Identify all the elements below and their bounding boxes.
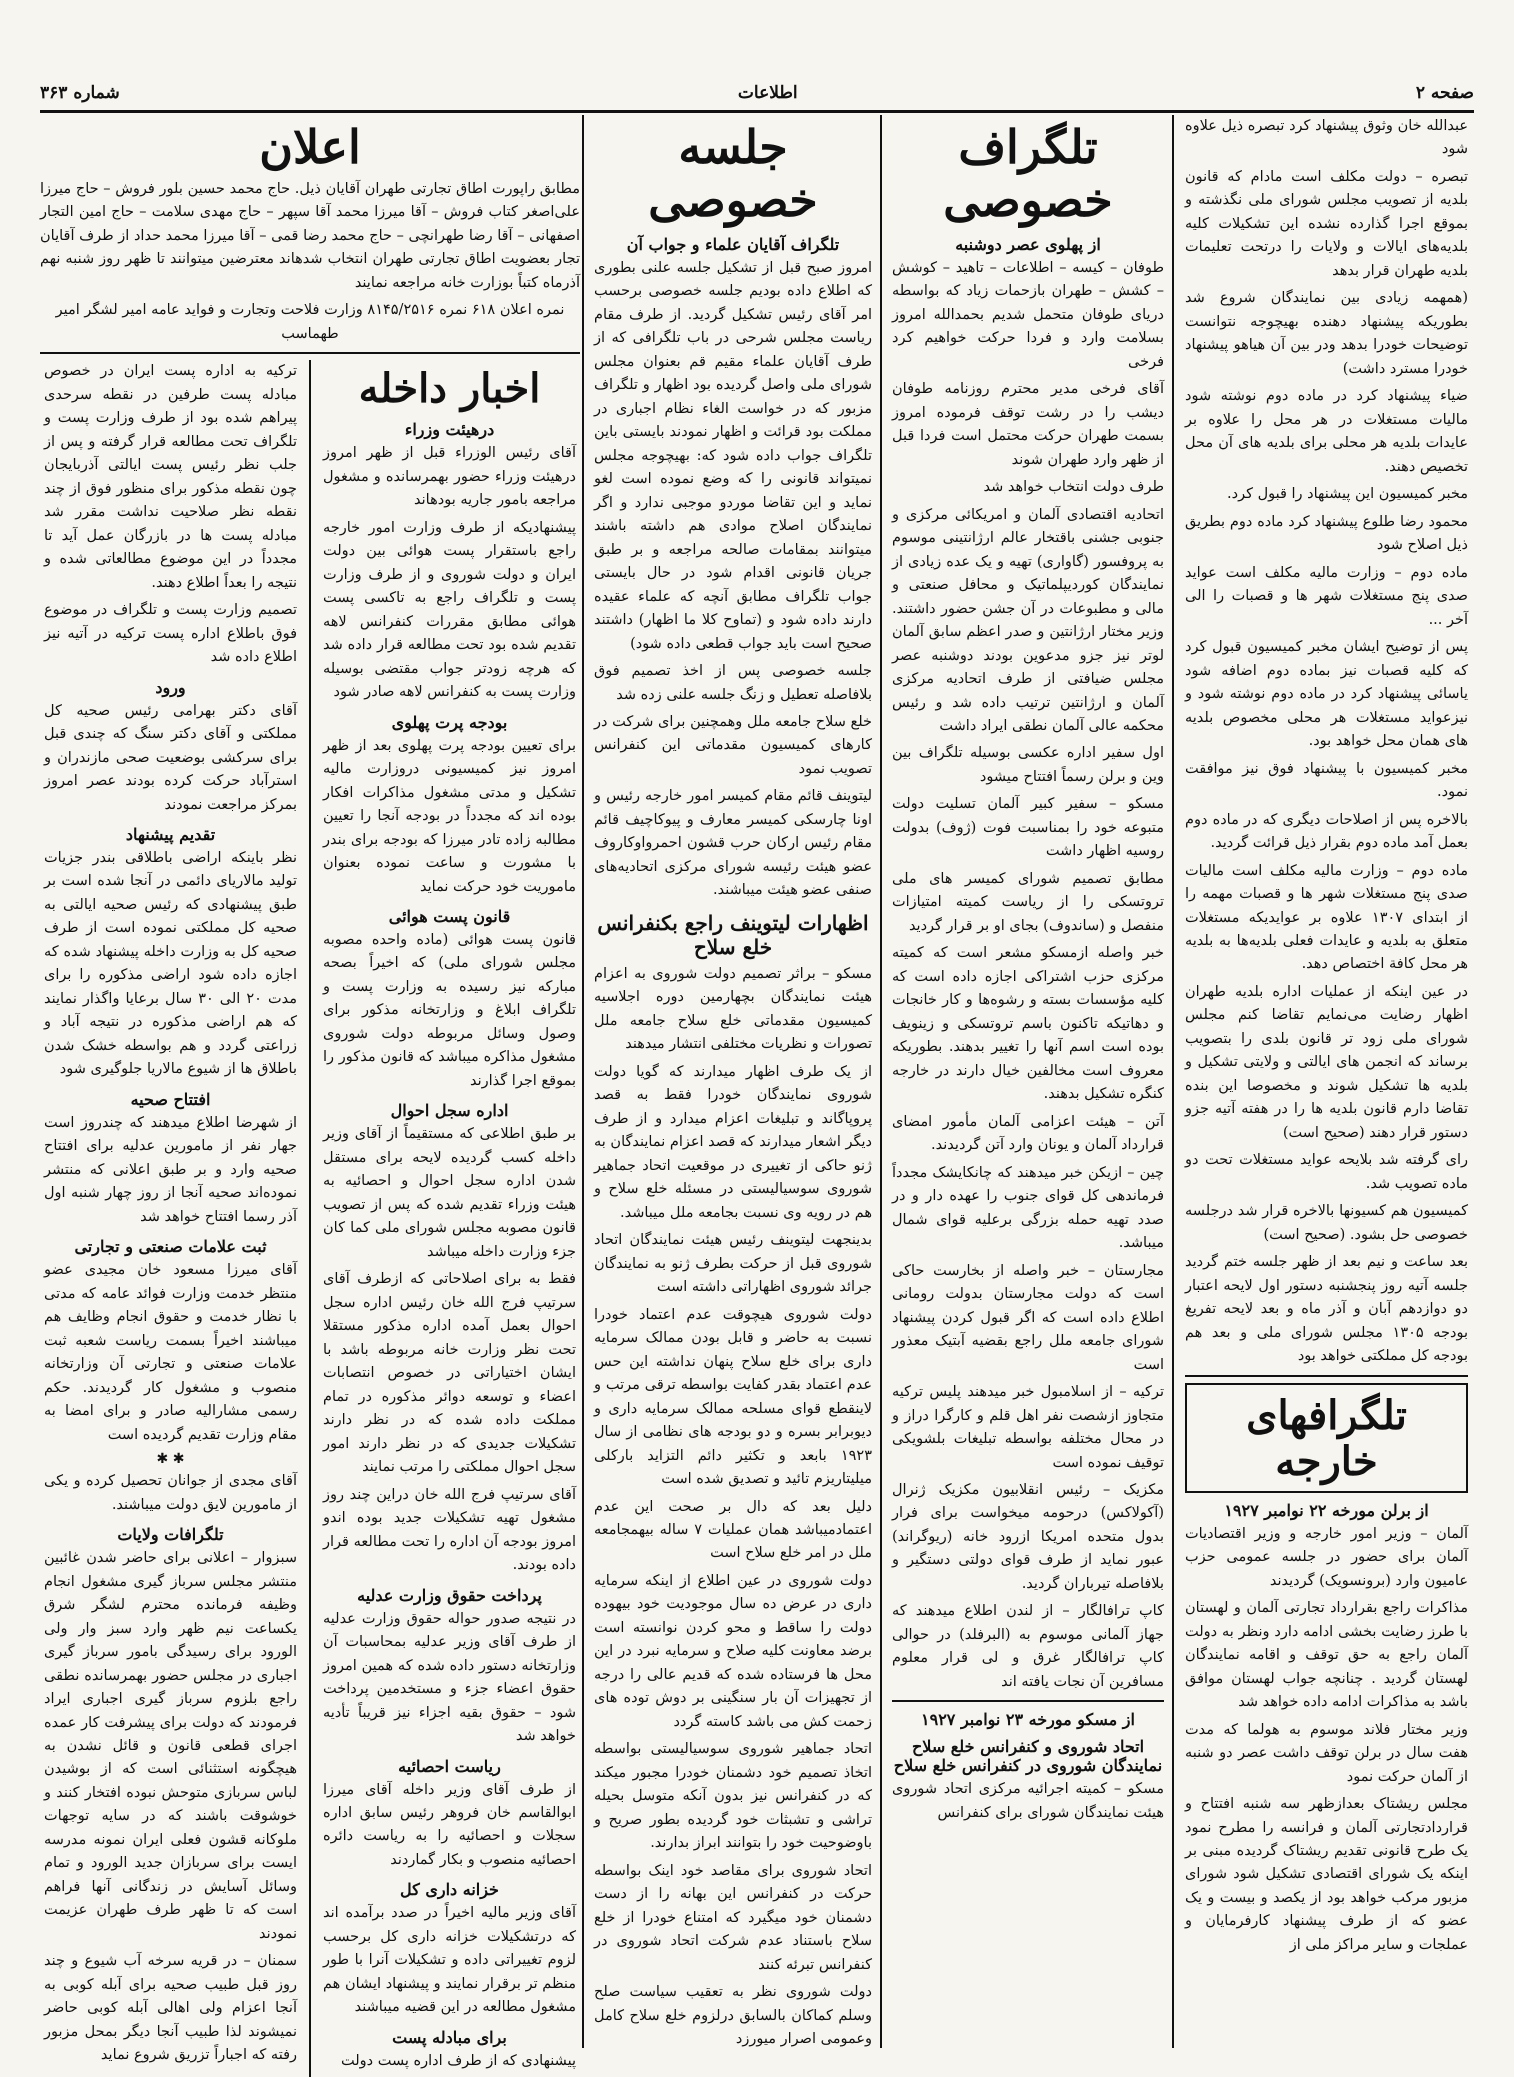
litvinov-paragraph: دولت شوروی هیچوقت عدم اعتماد خودرا نسبت به حاضر و قابل بودن ممالک سرمایه داری برای خلع سلاح پنهان نداشته این حس عدم اعتماد بقدر کفایت بواسطه ترقی مرتب و لاینقطع قوای مسلحه ممالک سرمایه داری و دیوبرابر بسره و دو بودجه های نظامی از سال ۱۹۲۳ بابعد و تکثیر دائم التزاید بارکلی میلیتاریزم تائید و تصدیق شده است <box>594 1306 872 1488</box>
news-paragraph: تصمیم وزارت پست و تلگراف در موضوع فوق باطلاع اداره پست ترکیه در آتیه نیز اطلاع داده شد <box>44 602 297 666</box>
stats-text: از طرف آقای وزیر داخله آقای میرزا ابوالقاسم خان فروهر رئیس سابق اداره سجلات و احصائیه را به ریاست دائره احصائیه منصوب و بکار گماردند <box>323 1781 576 1868</box>
opening-title: افتتاح صحیه <box>130 1089 211 1109</box>
session-paragraph: خلع سلاح جامعه ملل وهمچنین برای شرکت در کارهای کمیسیون مقدماتی این کنفرانس تصویب نمود <box>594 713 872 777</box>
cabinet-paragraph: آقای رئیس الوزراء قبل از ظهر امروز درهیئت وزراء حضور بهمرسانده و مشغول مراجعه بامور جاریه بودهاند <box>323 445 576 509</box>
foreign-telegrams-box <box>1185 1383 1468 1493</box>
treasury-title: خزانه داری کل <box>400 1880 499 1900</box>
ornament: ✱ ✱ <box>156 1451 185 1468</box>
arrival-title: ورود <box>155 677 186 697</box>
foreign-dateline: از برلن مورخه ۲۲ نوامبر ۱۹۲۷ <box>1224 1500 1429 1520</box>
article-paragraph: رای گرفته شد بلایحه عواید مستغلات تحت دو ماده تصویب شد. <box>1185 1152 1468 1192</box>
session-subtitle: تلگراف آقایان علماء و جواب آن <box>626 234 840 254</box>
cabinet-paragraph: پیشنهادیکه از طرف وزارت امور خارجه راجع باستقرار پست هوائی بین دولت ایران و دولت شوروی و از طرف وزارت پست و تلگراف راجع به تاکسی پست هوائی مطابق مقررات کنفرانس لاهه تقدیم شده بود تحت مطالعه قرار داده شد که هرچه زودتر جواب مقتضی بوسیله وزارت پست به کنفرانس لاهه صادر شود <box>323 519 576 701</box>
justice-text: در نتیجه صدور حواله حقوق وزارت عدلیه از طرف آقای وزیر عدلیه بمحاسبات آن وزارتخانه دستور داده شده که همین امروز حقوق اعضاء جزء و مستخدمین پرداخت شود – حقوق بقیه اجزاء نیز قریباً تأدیه خواهد شد <box>323 1610 576 1745</box>
session-paragraph: امروز صبح قبل از تشکیل جلسه علنی بطوری که اطلاع داده بودیم جلسه خصوصی برحسب امر آقای رئیس تشکیل گردید. از طرف مقام ریاست مجلس شرحی در باب تلگرافی که از طرف آقایان علماء مقیم قم بعنوان مجلس شورای ملی واصل گردیده بود اظهار و تلگراف مزبور که در خواست الغاء نظام اجباری در مملکت بود قرائت و اظهار نمودند بایستی باین تلگراف جواب داده شود که: بهیچوجه مجلس نمیتواند قانونی را که وضع نموده است لغو نماید و این تقاضا موردو موجبی ندارد و اگر نمایندگان اصلاح موادی هم داشته باشند میتوانند بمقامات صالحه مراجعه و بر طبق جریان قانونی اقدام شود در حال بایستی جواب تلگراف مطابق آنچه که علماء عقیده دارند داده شود و (تماوح کلا ما اظهار) داشتند صحیح است باید جواب قطعی داده شود) <box>594 259 872 652</box>
registry-title: اداره سجل احوال <box>390 1101 509 1121</box>
litvinov-paragraph: مسکو – براثر تصمیم دولت شوروی به اعزام هیئت نمایندگان بچهارمین دوره اجلاسیه کمیسیون مقدماتی خلع سلاح جامعه ملل تصورات و نظریات مختلفی انتشار میدهند <box>594 965 872 1053</box>
exchange-text: پیشنهادی که از طرف اداره پست دولت <box>340 2052 576 2069</box>
ad-title: اعلان <box>259 120 361 174</box>
column-rule <box>1172 115 1174 2048</box>
telegraph-paragraph: طوفان – کیسه – اطلاعات – تاهید – کوشش – کشش – طهران بازحمات زیاد که بواسطه دریای طوفان متحمل شدیم بحمدالله امروز بسلامت وارد و فردا حرکت خواهیم کرد فرخی <box>892 259 1164 370</box>
domestic-col-right <box>319 360 580 2077</box>
airpost-text: قانون پست هوائی (ماده واحده مصوبه مجلس شورای ملی) که اخیراً بصحه مبارکه نیز رسیده به وزارت پست و تلگراف ابلاغ و وزارتخانه مذکور برای وصول وسائل مربوطه دولت شوروی مشغول مذاکره میباشد که قانون مذکور را بموقع اجرا گذارند <box>323 932 576 1089</box>
article-paragraph: مخبر کمیسیون با پیشنهاد فوق نیز موافقت نمود. <box>1185 760 1468 801</box>
news-paragraph: ترکیه به اداره پست ایران در خصوص مبادله پست طرفین در نقطه سرحدی پیراهم شده بود از طرف وزارت پست و تلگراف تحت مطالعه قرار گرفته و پس از جلب نظر رئیس پست ایالتی آذربایجان چون نقطه مذکور برای منظور فوق از چند نقطه نظر صلاحیت نداشت مقرر شد مبادله پست ها در بازرگان عمل آید تا مجدداً در این موضوع مطالعاتی شده و نتیجه را بعداً اطلاع دهند. <box>44 363 297 591</box>
telegraph-title: تلگراف خصوصی <box>943 120 1113 227</box>
provinces-paragraph: سبزوار – اعلانی برای حاضر شدن غائبین منتشر مجلس سرباز گیری مشغول انجام وظیفه فرمانده محترم لشگر شرق یکساعت نیم ظهر وارد سبز وار ولی الورود برای رسیدگی بامور سرباز گیری اجباری در مجلس حضور بهمرسانده نطقی راجع بلزوم سرباز گیری اجباری ایراد فرمودند که دولت برای پیشرفت کار عمده اجرای قطعی قانون و قائل نشدن به هیچگونه استثنائی است که از بوشیدن لباس سربازی متوحش نبوده افتخار کنند و خوشوقت باشند که در سایه توجهات ملوکانه قشون فعلی ایران نمونه مدرسه ایست برای سربازان جدید الورود و تمام وسائل آسایش در زندگانی آنها فراهم است که تا ظهر طرف طهران عزیمت نمودند <box>44 1550 297 1942</box>
opening-text: از شهرضا اطلاع میدهند که چندروز است جهار نفر از مامورین عدلیه برای افتتاح صحیه وارد و بر طبق اعلانی که منتشر نموده‌اند صحیه آنجا از روز چهار شنبه اول آذر رسما افتتاح خواهد شد <box>44 1114 297 1225</box>
litvinov-paragraph: دولت شوروی نظر به تعقیب سیاست صلح وسلم کماکان بالسابق درلزوم خلع سلاح کامل وعمومی اصرار میورزد <box>594 1984 872 2048</box>
foreign-paragraph: مذاکرات راجع بقرارداد تجارتی آلمان و لهستان با طرز رضایت بخشی ادامه دارد ونظر به دولت آلمان راجع به حق توقف و اقامه نمایندگان لهستان گردید . چنانچه جواب لهستان موافق باشد به مذاکرات ادامه داده خواهد شد <box>1185 1600 1468 1711</box>
ad-footer: نمره اعلان ۶۱۸ نمره ۸۱۴۵/۲۵۱۶ وزارت فلاحت وتجارت و فواید عامه امیر لشگر امیر طهماسب <box>55 302 565 342</box>
litvinov-paragraph: دلیل بعد که دال بر صحت این عدم اعتمادمیباشد همان عملیات ۷ ساله بیهمجامعه ملل در امر خلع سلاح است <box>594 1498 872 1562</box>
litvinov-paragraph: اتحاد جماهیر شوروی سوسیالیستی بواسطه اتخاذ تصمیم خود دشمنان خودرا مجبور میکند که در کنفرانس نیز بدون آنکه متوسل بحیله تراشی و تشبثات خود گردیده بطور صریح و باوضوحیت خود را بتوانند ابراز بدارند. <box>594 1741 872 1852</box>
moscow-headline: اتحاد شوروی و کنفرانس خلع سلاح نمایندگان شوروی در کنفرانس خلع سلاح <box>893 1737 1163 1776</box>
article-paragraph: مخبر کمیسیون این پیشنهاد را قبول کرد. <box>1227 486 1468 503</box>
column-right <box>1179 115 1474 2048</box>
trademark-title: ثبت علامات صنعتی و تجارتی <box>74 1237 267 1257</box>
foreign-paragraph: وزیر مختار فلاند موسوم به هولما که مدت هفت سال در برلن توقف داشت عصر دو شنبه از آلمان حرکت نمود <box>1185 1721 1468 1785</box>
article-paragraph: بعد ساعت و نیم بعد از ظهر جلسه ختم گردید جلسه آتیه روز پنجشنبه دستور اول لایحه اعتبار دو دوازدهم آبان و آذر ماه و بعد لایحه تفریغ بودجه ۱۳۰۵ مجلس شورای ملی و بعد هم بودجه کل مملکتی خواهد بود <box>1185 1254 1468 1365</box>
litvinov-title: اظهارات لیتوینف راجع بکنفرانس خلع سلاح <box>597 910 869 959</box>
port-title: بودجه پرت پهلوی <box>391 712 508 732</box>
telegraph-paragraph: مکزیک – رئیس انقلابیون مکزیک ژنرال (آکولاکس) درحومه میخواست برای فرار بدول متحده امریکا ازرود خانه (ریوگراند) عبور نماید از طرف قوای دولتی دستگیر و بلافاصله تیرباران گردید. <box>892 1482 1164 1592</box>
article-paragraph: ماده دوم – وزارت مالیه مکلف است مالیات صدی پنج مستغلات شهر ها و قصبات مهمه را از ابتدای ۱۳۰۷ علاوه بر عوایدیکه مستغلات متعلق به بلدیه و عایدات فعلی بلدیه‌ها به بلدیه هر محل کافة اختصاص دهد. <box>1185 862 1468 973</box>
litvinov-paragraph: بدینجهت لیتوینف رئیس هیئت نمایندگان اتحاد شوروی قبل از حرکت بطرف ژنو به نمایندگان جرائد شوروی اظهاراتی داشته است <box>594 1232 872 1296</box>
majidi-text: آقای مجدی از جوانان تحصیل کرده و یکی از مامورین لایق دولت میباشند. <box>44 1473 297 1513</box>
article-paragraph: (همهمه زیادی بین نمایندگان شروع شد بطوریکه پیشنهاد دهنده بهیچوجه نتوانست توضیحات خودرا بدهد ودر بین آن هیاهو پیشنهاد خودرا مسترد داشت) <box>1185 290 1468 377</box>
arrival-text: آقای دکتر بهرامی رئیس صحیه کل مملکتی و آقای دکتر سنگ که چندی قبل برای سرکشی بوضعیت صحی مازندران و استرآباد حرکت کرده بودند عصر امروز بمرکز مراجعت نمودند <box>44 702 297 813</box>
divider <box>40 352 580 354</box>
moscow-dateline: از مسکو مورخه ۲۳ نوامبر ۱۹۲۷ <box>921 1710 1135 1730</box>
article-paragraph: کمیسیون هم کسیونها بالاخره قرار شد درجلسه خصوصی حل بشود. (صحیح است) <box>1185 1203 1468 1243</box>
ad-text: مطابق راپورت اطاق تجارتی طهران آقایان ذیل. حاج محمد حسین بلور فروش – حاج میرزا علی‌اصغر کتاب فروش – آقا میرزا محمد آقا سپهر – حاج مهدی سلامت – حاج امین التجار اصفهانی – آقا رضا طهرانچی – حاج محمد رضا قمی – آقا میرزا محمد حداد از طرف آقایان تجار بعضویت اطاق تجارتی طهران انتخاب شدهاند معترضین میتوانند تا ظهر روز شنبه نهم آذرماه کتباً بوزارت خانه مراجعه نمایند <box>40 180 580 291</box>
treasury-text: آقای وزیر مالیه اخیراً در صدد برآمده اند که درتشکیلات خزانه داری کل برحسب لزوم تغییراتی داده و تشکیلات آنرا با طور منظم تر برقرار نمایند و پیشنهاد ایشان هم مشغول مطالعه در این قضیه میباشند <box>323 1905 576 2016</box>
telegraph-paragraph: مسکو – سفیر کبیر آلمان تسلیت دولت متبوعه خود را بمناسبت فوت (ژوف) بدولت روسیه اظهار داشت <box>892 796 1164 860</box>
telegraph-paragraph: مطابق تصمیم شورای کمیسر های ملی تروتسکی را از ریاست کمیته امتیازات منفصل و (ساندوف) بجای او بر قرار گردید <box>892 870 1164 934</box>
article-paragraph: پس از توضیح ایشان مخبر کمیسیون قبول کرد که کلیه قصبات نیز بماده دوم اضافه شود یاسائی پیشنهاد کرد در ماده دوم نوشته شود و نیزعواید مستغلات هر محلی مخصوص بلدیه های همان محل خواهد بود. <box>1185 639 1468 750</box>
news-title: اخبار داخله <box>358 365 541 413</box>
litvinov-paragraph: از یک طرف اظهار میدارند که گویا دولت شوروی نمایندگان خودرا فقط به قصد پروپاگاند و تبلیغات اعزام میدارد و از طرف دیگر اشعار میدارند که قصد اعزام نمایندگان به ژنو حاکی از تغییری در موقعیت اتحاد جماهیر شوروی سوسیالیستی در مسئله خلع سلاح و هم در رویه وی نسبت بجامعه ملل میباشد. <box>594 1063 872 1221</box>
litvinov-paragraph: دولت شوروی در عین اطلاع از اینکه سرمایه داری در عرض ده سال موجودیت خود بیهوده دولت را ساقط و محو کردن نوانسته است برضد معاونت کلیه صلاح و سرمایه نبرد در این محل ها فرستاده شده که قدیم عالی را درجه از تجهیزات آن بار سنگینی بر دوش توده های زحمت کش می باشد کاسته گردد <box>594 1572 872 1730</box>
divider <box>892 1700 1164 1702</box>
foreign-paragraph: مجلس ریشتاک بعدازظهر سه شنبه افتتاح و قراردادتجارتی آلمان و فرانسه را مطرح نمود یک طرح قانونی تقدیم ریشتاک گردیده مبنی بر اینکه یک شورای اقتصادی تشکیل شود شورای مزبور مرکب خواهد بود از یکصد و بیست و یک عضو که از طرف پیشنهاد کارفرمایان و عملجات و سایر مراکز ملی از <box>1185 1796 1468 1953</box>
session-paragraph: لیتوینف قائم مقام کمیسر امور خارجه رئیس و اونا چارسکی کمیسر معارف و پیوکاچیف قائم مقام رئیس ارکان حرب قشون احمرواوکاروف عضو هیئت رئیسه شورای مرکزی اتحادیه‌های صنفی عضو هیئت میباشند. <box>594 788 872 899</box>
column-telegraph <box>886 115 1170 2048</box>
provinces-title: تلگرافات ولایات <box>117 1525 224 1545</box>
telegraph-paragraph: چین – ازیکن خبر میدهند که چانکایشک مجدداً فرماندهی کل قوای جنوب را عهده دار و در صدد تهیه حمله بزرگی برعلیه قوای شمال میباشد. <box>892 1164 1164 1252</box>
domestic-columns <box>40 360 580 2077</box>
article-paragraph: ماده دوم – وزارت مالیه مکلف است عواید صدی پنج مستغلات شهر ها و قصبات را الی آخر ... <box>1185 564 1468 628</box>
port-text: برای تعیین بودجه پرت پهلوی بعد از ظهر امروز نیز کمیسیونی دروزارت مالیه تشکیل و مدتی مشغول مذاکرات افکار بوده اند که مجدداً در بودجه آنجا را تعیین مطالبه زاده تادر میرزا که بودجه برای بندر با مشورت و ساعت نموده بعنوان ماموریت خود حرکت نماید <box>323 737 576 895</box>
telegraph-paragraph: مجارستان – خبر واصله از بخارست حاکی است که دولت مجارستان بدولت رومانی اطلاع داده است که اگر قبول کردن پیشنهاد شورای جامعه ملل راجع بقضیه آبتیک معذور است <box>892 1262 1164 1373</box>
telegraph-dateline: از پهلوی عصر دوشنبه <box>955 234 1101 254</box>
article-paragraph: بالاخره پس از اصلاحات دیگری که در ماده دوم بعمل آمد ماده دوم بقرار ذیل قرائت گردید. <box>1185 811 1468 852</box>
column-rule <box>309 360 311 2077</box>
telegraph-paragraph: آقای فرخی مدیر محترم روزنامه طوفان دیشب را در رشت توقف فرموده امروز بسمت طهران حرکت محتمل است فردا قبل از ظهر وارد طهران شوند <box>892 381 1164 468</box>
article-paragraph: عبدالله خان وثوق پیشنهاد کرد تبصره ذیل علاوه شود <box>1185 118 1468 158</box>
foreign-paragraph: آلمان – وزیر امور خارجه و وزیر اقتصادیات آلمان برای حضور در جلسه عمومی حزب عامیون وارد (برونسویک) گردیدند <box>1185 1525 1468 1589</box>
telegraph-paragraph: اتحادیه اقتصادی آلمان و امریکائی مرکزی و جنوبی جشنی باقتخار عالم ارژانتینی موسوم به پروفسور (گاواری) تهیه و یک عده زیادی از نمایندگان کوردیپلماتیک و محافل صنعتی و مالی و مطبوعات در آن جشن حضور داشتند. وزیر مختار ارژانتین و صدر اعظم سابق آلمان لوتر نیز جزو مدعوین بودند دوشنبه عصر مجلس ضیافتی از طرف اتحادیه مرکزی آلمان و ارژانتین ترتیب داده شد و رئیس محکمه عالی آلمان نطقی ایراد داشت <box>892 506 1164 734</box>
telegraph-paragraph: کاپ ترافالگار – از لندن اطلاع میدهند که جهاز آلمانی موسوم به (البرفلد) در حوالی کاپ ترافالگار غرق و لی قرار معلوم مسافرین آن نجات یافته اند <box>892 1603 1164 1690</box>
proposal-title: تقدیم پیشنهاد <box>125 825 216 844</box>
article-paragraph: محمود رضا طلوع پیشنهاد کرد ماده دوم بطریق ذیل اصلاح شود <box>1185 513 1468 554</box>
registry-paragraph: فقط به برای اصلاحاتی که ازطرف آقای سرتیپ فرج الله خان رئیس اداره سجل احوال بعمل آمده اداره مذکور مستقلا تحت نظر وزارت خانه مربوطه باشد با ایشان اختیاراتی در خصوص انتصابات اعضاء و توسعه دوائر مذکوره در تمام مملکت داده شده که در نظر دارند تشکیلات جدیدی که در نظر دارند امور سجل احوال مملکتی را مرتب نمایند <box>323 1271 576 1476</box>
column-session <box>588 115 878 2048</box>
issue-number: شماره ۳۶۳ <box>40 83 120 103</box>
column-domestic <box>40 115 580 2069</box>
masthead <box>40 76 1474 113</box>
cabinet-title: درهیئت وزراء <box>404 420 495 440</box>
trademark-text: آقای میرزا مسعود خان مجیدی عضو منتظر خدمت وزارت فوائد عامه که مدتی با نظار خدمت و حقوق انجام وظایف هم میباشند اخیراً بسمت ریاست شعبه ثبت علامات صنعتی و تجارتی آن وزارتخانه منصوب و مشغول کار گردیدند. حکم رسمی مشارالیه صادر و برای امضا به مقام وزارت تقدیم گردیده است <box>44 1262 297 1443</box>
article-paragraph: ضیاء پیشنهاد کرد در ماده دوم نوشته شود مالیات مستغلات در هر محل را علاوه بر عایدات بلدیه هر محلی برای بلدیه های آن محل تخصیص دهند. <box>1185 388 1468 475</box>
telegraph-paragraph: اول سفیر اداره عکسی بوسیله تلگراف بین وین و برلن رسماً افتتاح میشود <box>892 745 1164 785</box>
article-paragraph: در عین اینکه از عملیات اداره بلدیه طهران اظهار رضایت می‌نمایم تقاضا کنم مجلس شورای ملی زود تر قانون بلدی را بتصویب برساند که انجمن های ایالتی و ولایتی تشکیل و بلدیه ها تشکیل شوند و مخصوصا این بنده تقاضا دارم قانون بلدیه ها را در هفته آتیه جزو دستور قرار دهند (صحیح است) <box>1185 983 1468 1141</box>
column-rule <box>880 115 882 2048</box>
session-paragraph: جلسه خصوصی پس از اخذ تصمیم فوق بلافاصله تعطیل و زنگ جلسه علنی زده شد <box>594 663 872 703</box>
provinces-paragraph: سمنان – در قریه سرخه آب شیوع و چند روز قبل طبیب صحیه برای آبله کوبی به آنجا اعزام ولی اهالی آبله کوبی حاضر نمیشوند لذا طبیب آنجا دیگر بمحل مزبور رفته که اجباراً تزریق شروع نماید <box>44 1953 297 2064</box>
registry-paragraph: آقای سرتیپ فرج الله خان دراین چند روز مشغول تهیه تشکیلات جدید بوده اندو امروز بودجه آن اداره را تحت مطالعه قرار داده بودند. <box>323 1486 576 1574</box>
airpost-title: قانون پست هوائی <box>388 907 511 926</box>
proposal-text: نظر باینکه اراضی باطلاقی بندر جزیات تولید مالاریای دائمی در آنجا شده است بر طبق پیشنهادی که رئیس صحیه ایالتی به صحیه کل مملکتی نموده است از طرف صحیه کل به وزارت داخله پیشنهاد شده که اجازه داده شود اراضی مذکوره را برای مدت ۲۰ الی ۳۰ سال برعایا واگذار نمایند که هم اراضی مذکوره در نتیجه آباد و زراعتی گردد و هم بواسطه خشک شدن باطلاق ها از شیوع مالاریا جلوگیری شود <box>44 850 297 1078</box>
moscow-text: مسکو – کمیته اجرائیه مرکزی اتحاد شوروی هیئت نمایندگان شورای برای کنفرانس <box>892 1781 1164 1821</box>
telegraph-paragraph: ترکیه – از اسلامبول خبر میدهند پلیس ترکیه متجاوز ازشصت نفر اهل قلم و کارگرا دراز و در محال مختلفه بواسطه تبلیغات بلشویکی توقیف نموده است <box>892 1384 1164 1471</box>
page-number: صفحه ۲ <box>1415 83 1474 103</box>
litvinov-paragraph: اتحاد شوروی برای مقاصد خود اینک بواسطه حرکت در کنفرانس این بهانه را از دست دشمنان خود میگیرد که امتناع خودرا از خلع سلاح باستناد عدم شرکت اتحاد شوروی در کنفرانس تبرئه کنند <box>594 1862 872 1973</box>
paper-name: اطلاعات <box>737 83 798 103</box>
stats-title: ریاست احصائیه <box>398 1756 501 1776</box>
column-rule <box>582 115 584 2048</box>
domestic-col-left <box>40 360 301 2077</box>
justice-title: پرداخت حقوق وزارت عدلیه <box>357 1585 542 1605</box>
telegraph-paragraph: خبر واصله ازمسکو مشعر است که کمیته مرکزی حزب اشتراکی اجازه داده است که کلیه مؤسسات بسته و رشوه‌ها و کار خانجات و دهاتیکه تاکنون باسم تروتسکی و زینویف بوده است اسم آنها را تغییر بدهند. بطوریکه معروف است مخالفین خیال دارند در خارجه کنگره تشکیل بدهند. <box>892 945 1164 1103</box>
article-paragraph: تبصره – دولت مکلف است مادام که قانون بلدیه از تصویب مجلس شورای ملی نگذشته و بموقع اجرا گذارده نشده این تشکیلات کلیه بلدیه‌های ایالات و ولایات را درتحت تعلیمات بلدیه طهران قرار بدهد <box>1185 168 1468 279</box>
session-title: جلسه خصوصی <box>648 120 818 227</box>
exchange-title: برای مبادله پست <box>392 2027 507 2047</box>
telegraph-paragraph: آتن – هیئت اعزامی آلمان مأمور امضای قرارداد آلمان و یونان وارد آتن گردیدند. <box>892 1113 1164 1154</box>
registry-paragraph: بر طبق اطلاعی که مستقیماً از آقای وزیر داخله کسب گردیده لایحه برای مستقل شدن اداره سجل احوال و احصائیه به هیئت وزراء تقدیم شده که پس از تصویب قانون مصوبه مجلس شورای ملی کما کان جزء وزارت داخله میباشد <box>323 1126 576 1260</box>
divider <box>1185 1375 1468 1377</box>
foreign-title: تلگرافهای خارجه <box>1246 1391 1407 1485</box>
telegraph-paragraph: طرف دولت انتخاب خواهد شد <box>983 479 1164 496</box>
